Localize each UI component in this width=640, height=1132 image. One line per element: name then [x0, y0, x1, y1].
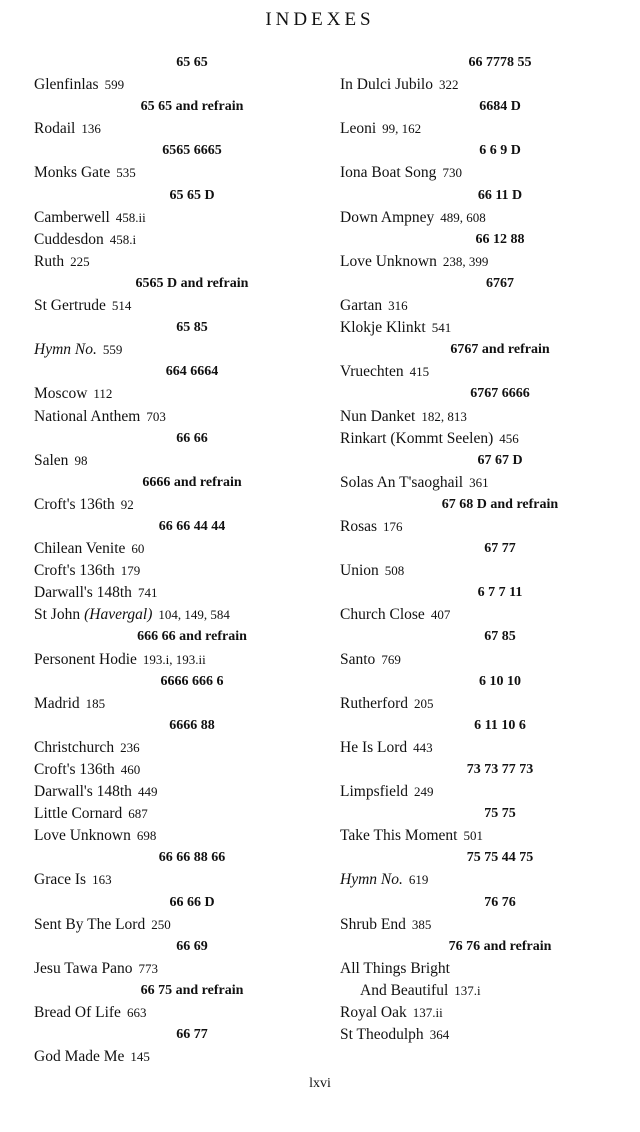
- tune-name: Rosas: [340, 517, 378, 535]
- tune-entry: [34, 538, 304, 560]
- tune-name: St John: [34, 606, 81, 624]
- meter-heading: 67 67 D: [477, 452, 523, 468]
- tune-name: Monks Gate: [34, 164, 111, 182]
- tune-name: Solas An T'saoghail: [340, 473, 464, 491]
- hymn-number: 163: [92, 872, 112, 888]
- tune-name: Christchurch: [34, 738, 115, 756]
- tune-name: Croft's 136th: [34, 495, 115, 513]
- tune-entry: [340, 516, 630, 538]
- tune-qualifier: (Havergal): [84, 606, 153, 624]
- hymn-number: 703: [146, 408, 166, 424]
- hymn-number: 137.i: [454, 982, 481, 998]
- hymn-number: 541: [431, 320, 452, 336]
- tune-entry: [34, 869, 304, 891]
- tune-name: Croft's 136th: [34, 761, 115, 778]
- meter-heading: 6 10 10: [479, 673, 521, 689]
- tune-name: Union: [340, 562, 379, 580]
- hymn-number: 449: [137, 784, 158, 800]
- tune-name: Love Unknown: [340, 252, 437, 270]
- tune-entry: [34, 560, 304, 582]
- tune-entry: [34, 582, 304, 604]
- tune-entry: [34, 383, 304, 405]
- hymn-number: 458.i: [109, 231, 137, 247]
- tune-entry: [340, 251, 630, 273]
- hymn-number: 225: [70, 253, 90, 269]
- tune-name: Little Cornard: [34, 805, 123, 823]
- meter-heading: 66 66 88 66: [158, 850, 226, 866]
- tune-name: Gartan: [340, 297, 383, 315]
- hymn-number: 112: [93, 386, 113, 402]
- tune-entry: [34, 914, 304, 936]
- tune-entry: [34, 759, 304, 781]
- tune-name: National Anthem: [34, 407, 141, 425]
- hymn-number: 698: [136, 828, 157, 844]
- hymn-number: 456: [499, 430, 519, 446]
- tune-entry: [340, 914, 630, 936]
- meter-heading: 666 66 and refrain: [137, 629, 247, 645]
- tune-entry: [340, 295, 630, 317]
- hymn-number: 136: [81, 121, 101, 137]
- tune-name: Darwall's 148th: [34, 584, 132, 602]
- hymn-number: 98: [74, 452, 88, 468]
- meter-heading: 6666 666 6: [160, 673, 224, 689]
- tune-name: Take This Moment: [340, 827, 458, 845]
- tune-entry: [34, 162, 304, 184]
- page-title: INDEXES: [265, 9, 375, 30]
- meter-heading: 6684 D: [479, 99, 521, 115]
- tune-entry: [34, 958, 304, 980]
- hymn-number: 361: [469, 474, 489, 490]
- tune-entry: [340, 781, 630, 803]
- hymn-number: 185: [85, 695, 106, 711]
- tune-name: Hymn No.: [34, 341, 97, 359]
- meter-heading: 67 68 D and refrain: [441, 496, 559, 512]
- hymn-number: 458.ii: [115, 209, 146, 225]
- tune-entry: [34, 450, 304, 472]
- tune-entry: [34, 207, 304, 229]
- hymn-number: 145: [130, 1049, 150, 1065]
- right-index-column: [340, 52, 630, 1046]
- tune-entry: [340, 560, 630, 582]
- hymn-number: 663: [126, 1005, 147, 1021]
- meter-heading: 67 77: [484, 541, 516, 557]
- hymn-number: 415: [409, 364, 430, 380]
- tune-name: Croft's 136th: [34, 562, 115, 580]
- meter-heading: 75 75: [484, 806, 516, 822]
- meter-heading: 66 66: [176, 430, 208, 446]
- tune-entry: [340, 1002, 630, 1024]
- tune-entry: [340, 317, 630, 339]
- tune-name: Iona Boat Song: [340, 164, 437, 182]
- meter-heading: 6 6 9 D: [479, 143, 521, 159]
- meter-heading: 6666 and refrain: [142, 474, 242, 490]
- meter-heading: 67 85: [484, 629, 516, 645]
- meter-heading: 66 66 44 44: [158, 518, 226, 534]
- tune-name: God Made Me: [34, 1048, 125, 1066]
- tune-entry: [340, 649, 630, 671]
- hymn-number: 176: [383, 518, 403, 534]
- tune-entry: [34, 693, 304, 715]
- left-index-column: [34, 52, 304, 1068]
- meter-heading: 65 65 D: [169, 187, 215, 203]
- meter-heading: 75 75 44 75: [466, 850, 534, 866]
- hymn-number: 687: [128, 806, 148, 822]
- tune-name: Madrid: [34, 694, 80, 712]
- tune-name: He Is Lord: [340, 738, 408, 756]
- meter-heading: 664 6664: [165, 364, 219, 380]
- tune-entry: [34, 781, 304, 803]
- tune-name: Love Unknown: [34, 827, 131, 845]
- hymn-number: 316: [388, 298, 408, 314]
- meter-heading: 73 73 77 73: [466, 762, 534, 777]
- meter-heading: 6565 6665: [162, 143, 222, 159]
- hymn-number: 535: [116, 165, 136, 181]
- tune-entry: [340, 162, 630, 184]
- tune-name: All Things Bright: [340, 959, 450, 977]
- tune-name: Grace Is: [34, 871, 87, 889]
- meter-heading: 66 75 and refrain: [140, 982, 244, 998]
- tune-entry: [340, 737, 630, 759]
- hymn-number: 599: [104, 77, 125, 93]
- meter-heading: 66 12 88: [475, 231, 525, 247]
- tune-name: Chilean Venite: [34, 540, 126, 558]
- meter-heading: 6767: [486, 275, 514, 291]
- hymn-number: 92: [120, 496, 134, 512]
- tune-entry: [34, 229, 304, 251]
- hymn-number: 508: [384, 563, 405, 579]
- tune-entry: [34, 251, 304, 273]
- meter-heading: 66 69: [176, 938, 208, 954]
- meter-heading: 6666 88: [169, 717, 215, 733]
- hymn-number: 460: [120, 762, 141, 777]
- tune-entry: [34, 118, 304, 140]
- hymn-number: 182, 813: [421, 408, 467, 424]
- tune-name: Bread Of Life: [34, 1004, 121, 1022]
- tune-name: And Beautiful: [360, 981, 449, 999]
- tune-name: Salen: [34, 451, 69, 469]
- hymn-number: 322: [439, 77, 459, 93]
- hymn-number: 179: [120, 563, 141, 579]
- meter-heading: 66 11 D: [477, 187, 523, 203]
- tune-entry: [340, 1024, 630, 1046]
- hymn-number: 364: [429, 1027, 450, 1043]
- hymn-number: 236: [120, 739, 140, 755]
- meter-heading: 6565 D and refrain: [135, 275, 249, 291]
- hymn-number: 407: [430, 607, 451, 623]
- tune-name: Nun Danket: [340, 407, 416, 425]
- tune-entry: [34, 825, 304, 847]
- tune-entry: [34, 494, 304, 516]
- tune-name: Glenfinlas: [34, 76, 99, 94]
- meter-heading: 6767 and refrain: [450, 342, 550, 358]
- tune-name: Hymn No.: [340, 871, 403, 889]
- tune-name: Rutherford: [340, 694, 409, 712]
- hymn-number: 238, 399: [442, 253, 489, 269]
- tune-name: Ruth: [34, 252, 65, 270]
- tune-name: Klokje Klinkt: [340, 319, 426, 337]
- hymn-number: 104, 149, 584: [158, 607, 230, 623]
- meter-heading: 76 76: [484, 894, 516, 910]
- hymn-number: 137.ii: [412, 1005, 443, 1021]
- meter-heading: 66 77: [176, 1027, 208, 1043]
- hymn-number: 205: [414, 695, 434, 711]
- meter-heading: 76 76 and refrain: [448, 938, 552, 954]
- tune-name: Rodail: [34, 120, 76, 138]
- tune-entry: [340, 406, 630, 428]
- tune-entry: [34, 406, 304, 428]
- tune-entry: [340, 118, 630, 140]
- hymn-number: 619: [408, 872, 429, 888]
- tune-entry: [340, 74, 630, 96]
- tune-entry: [34, 803, 304, 825]
- tune-name: Church Close: [340, 606, 425, 624]
- tune-name: Vruechten: [340, 363, 404, 381]
- tune-entry: [340, 207, 630, 229]
- tune-name: Royal Oak: [340, 1004, 407, 1022]
- tune-name: Personent Hodie: [34, 650, 137, 668]
- tune-name: Rinkart (Kommt Seelen): [340, 429, 494, 447]
- tune-name: St Gertrude: [34, 297, 106, 315]
- tune-entry: [340, 693, 630, 715]
- tune-entry: [340, 869, 630, 891]
- tune-name: Shrub End: [340, 915, 406, 933]
- tune-name: Moscow: [34, 385, 88, 403]
- tune-entry: [340, 428, 630, 450]
- tune-name: St Theodulph: [340, 1026, 424, 1044]
- tune-entry: [34, 604, 304, 626]
- hymn-number: 773: [138, 960, 159, 976]
- meter-heading: 66 7778 55: [468, 55, 532, 70]
- tune-name: Jesu Tawa Pano: [34, 959, 133, 977]
- hymn-number: 514: [111, 298, 132, 314]
- hymn-number: 193.i, 193.ii: [142, 651, 206, 667]
- hymn-number: 249: [414, 784, 434, 800]
- page-number: lxvi: [309, 1076, 331, 1091]
- meter-heading: 6767 6666: [470, 386, 530, 402]
- tune-entry: [34, 649, 304, 671]
- meter-heading: 66 66 D: [169, 894, 215, 910]
- tune-name: Cuddesdon: [34, 230, 104, 248]
- hymn-number: 443: [413, 739, 433, 755]
- tune-name: Darwall's 148th: [34, 783, 132, 801]
- hymn-number: 489, 608: [440, 209, 486, 225]
- hymn-number: 385: [411, 916, 432, 932]
- tune-entry: [34, 1046, 304, 1068]
- tune-entry: [34, 74, 304, 96]
- tune-entry: [34, 295, 304, 317]
- hymn-number: 501: [463, 828, 483, 844]
- meter-heading: 6 11 10 6: [474, 717, 526, 733]
- meter-heading: 65 65 and refrain: [140, 99, 244, 115]
- tune-entry: [340, 825, 630, 847]
- hymn-number: 99, 162: [382, 121, 422, 137]
- hymn-number: 769: [381, 651, 401, 667]
- meter-heading: 65 85: [176, 320, 208, 336]
- tune-entry: [34, 339, 304, 361]
- hymn-number: 730: [442, 165, 462, 181]
- hymn-number: 250: [151, 916, 171, 932]
- tune-entry: [340, 361, 630, 383]
- tune-name: Camberwell: [34, 208, 110, 226]
- tune-name: Santo: [340, 650, 376, 668]
- tune-entry: [340, 472, 630, 494]
- tune-name: Down Ampney: [340, 208, 435, 226]
- tune-name: Leoni: [340, 120, 377, 138]
- meter-heading: 6 7 7 11: [477, 585, 523, 601]
- hymn-number: 60: [131, 541, 145, 557]
- tune-name: Sent By The Lord: [34, 915, 146, 933]
- hymn-number: 559: [102, 342, 123, 358]
- tune-entry: [340, 958, 630, 980]
- tune-name: Limpsfield: [340, 783, 409, 801]
- hymn-number: 741: [137, 585, 158, 601]
- meter-heading: 65 65: [176, 55, 208, 70]
- tune-entry: [340, 980, 630, 1002]
- tune-entry: [34, 737, 304, 759]
- tune-entry: [34, 1002, 304, 1024]
- tune-entry: [340, 604, 630, 626]
- tune-name: In Dulci Jubilo: [340, 76, 433, 94]
